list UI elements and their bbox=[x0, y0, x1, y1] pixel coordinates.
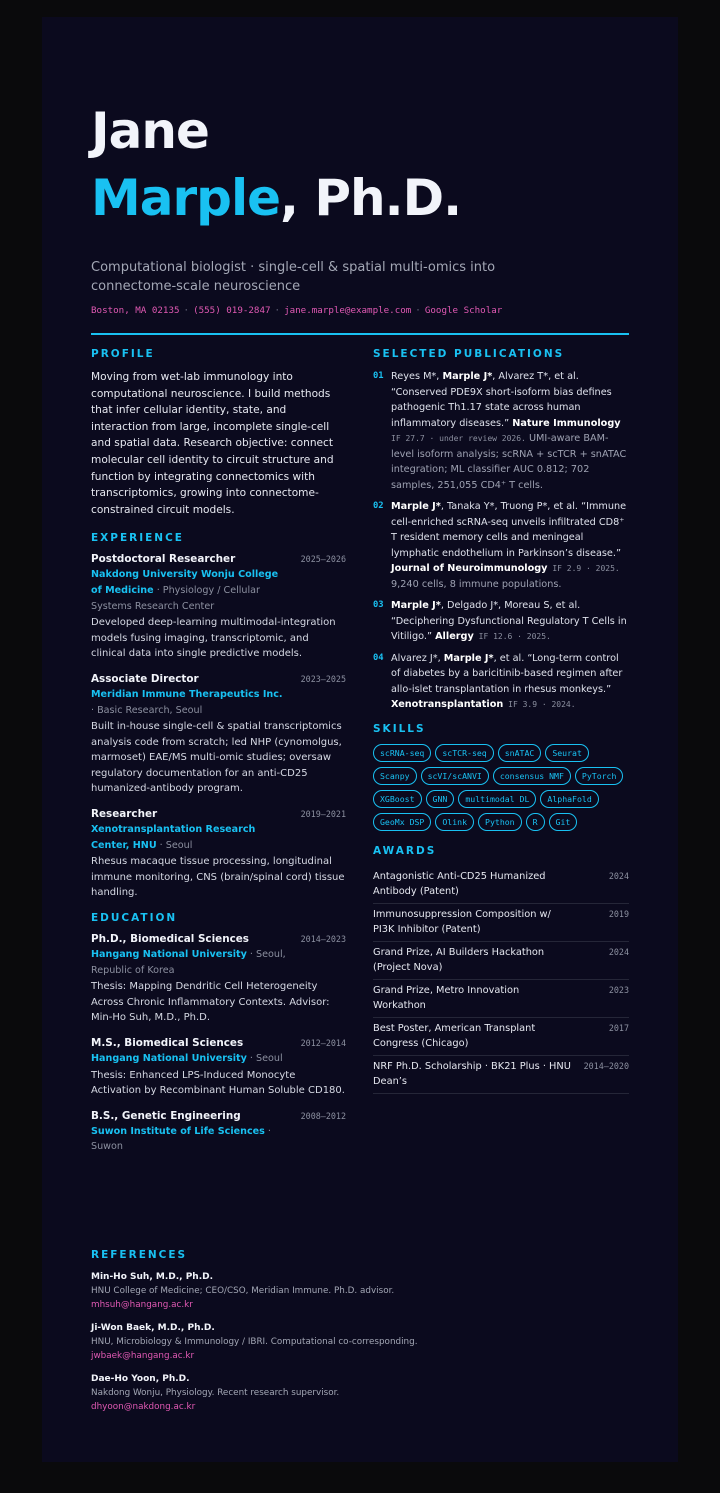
publication-citation: , Alvarez T*, et al. “Conserved PDE9X short-isoform bias defines pathogenic Th1.17 state across human inflammatory diseases.” bbox=[391, 371, 612, 429]
publication-note: UMI-aware BAM-level isoform analysis; scRNA + scTCR + snATAC integration; ML classifier AUC 0.812; 702 samples, 251,055 CD4⁺ T cells. bbox=[391, 433, 627, 491]
skill-chip: Python bbox=[478, 813, 522, 831]
award-year: 2024 bbox=[608, 946, 629, 957]
skill-chip: scRNA-seq bbox=[373, 744, 431, 762]
name-suffix: , Ph.D. bbox=[280, 169, 462, 227]
contact-address: Boston, MA 02135 bbox=[91, 305, 180, 316]
right-column bbox=[373, 348, 629, 1094]
skills-list bbox=[373, 744, 629, 831]
reference-item bbox=[91, 1321, 629, 1363]
award-year: 2019 bbox=[608, 908, 629, 919]
reference-email[interactable]: mhsuh@hangang.ac.kr bbox=[91, 1300, 193, 1310]
education-location: · Seoul bbox=[246, 1053, 283, 1064]
skill-chip: scTCR-seq bbox=[435, 744, 493, 762]
skill-chip: GeoMx DSP bbox=[373, 813, 431, 831]
experience-location: · Basic Research, Seoul bbox=[91, 704, 203, 716]
reference-email[interactable]: jwbaek@hangang.ac.kr bbox=[91, 1351, 195, 1361]
left-column bbox=[91, 348, 346, 1166]
reference-item bbox=[91, 1372, 629, 1414]
skill-chip: Scanpy bbox=[373, 767, 417, 785]
experience-entry bbox=[91, 808, 346, 901]
contact-line: Boston, MA 02135 · (555) 019-2847 · jane.marple@example.com · Google Scholar bbox=[91, 305, 503, 316]
publication-meta: IF 2.9 · 2025. bbox=[547, 564, 620, 573]
experience-org-line bbox=[91, 687, 286, 718]
award-year: 2023 bbox=[608, 984, 629, 995]
award-item bbox=[373, 942, 629, 980]
skill-chip: Git bbox=[549, 813, 578, 831]
skills-heading: SKILLS bbox=[373, 722, 426, 735]
reference-affiliation: Nakdong Wonju, Physiology. Recent research supervisor. bbox=[91, 1388, 340, 1398]
publication-citation: , et al. “Long-term control of diabetes by a baricitinib-based regimen after allo-islet transplantation in rhesus monkeys.” bbox=[391, 652, 623, 695]
skill-chip: PyTorch bbox=[575, 767, 624, 785]
award-item bbox=[373, 904, 629, 942]
publication-meta: IF 12.6 · 2025. bbox=[473, 632, 551, 641]
publication-note: 9,240 cells, 8 immune populations. bbox=[391, 578, 562, 590]
publication-body bbox=[391, 598, 629, 645]
publications-heading: SELECTED PUBLICATIONS bbox=[373, 348, 565, 360]
contact-phone: (555) 019-2847 bbox=[193, 305, 271, 316]
education-entry-header bbox=[91, 1110, 346, 1122]
education-description: Thesis: Enhanced LPS-Induced Monocyte Activation by Recombinant Human Soluble CD180. bbox=[91, 1069, 345, 1097]
education-list bbox=[91, 933, 346, 1155]
education-location: · Seoul, Republic of Korea bbox=[91, 949, 286, 976]
first-name: Jane bbox=[91, 102, 209, 160]
publication-body bbox=[391, 651, 629, 713]
publication-body bbox=[391, 499, 629, 592]
publication-number: 04 bbox=[373, 652, 384, 663]
experience-dates: 2025–2026 bbox=[300, 554, 346, 565]
education-title: M.S., Biomedical Sciences bbox=[91, 1037, 244, 1049]
education-org: Hangang National University bbox=[91, 1053, 247, 1064]
skill-chip: consensus NMF bbox=[493, 767, 571, 785]
publication-author-self: Marple J* bbox=[443, 652, 494, 664]
reference-item bbox=[91, 1270, 629, 1312]
award-year: 2024 bbox=[608, 870, 629, 881]
contact-scholar-link[interactable]: Google Scholar bbox=[424, 305, 503, 316]
reference-name: Dae-Ho Yoon, Ph.D. bbox=[91, 1374, 190, 1384]
education-entry bbox=[91, 933, 346, 1026]
skill-chip: Seurat bbox=[545, 744, 589, 762]
experience-dates: 2019–2021 bbox=[300, 809, 346, 820]
experience-entry-header bbox=[91, 673, 346, 685]
resume-page bbox=[42, 17, 678, 1462]
contact-email[interactable]: jane.marple@example.com bbox=[284, 305, 412, 316]
education-org-line bbox=[91, 1051, 286, 1067]
publication-item bbox=[373, 369, 629, 493]
award-item bbox=[373, 1056, 629, 1094]
award-year: 2017 bbox=[608, 1022, 629, 1033]
experience-entry bbox=[91, 673, 346, 797]
publication-author-self: Marple J* bbox=[391, 600, 441, 611]
reference-name: Ji-Won Baek, M.D., Ph.D. bbox=[91, 1323, 215, 1333]
publication-body bbox=[391, 369, 629, 493]
publication-item bbox=[373, 651, 629, 713]
publication-authors-pre: Reyes M*, bbox=[391, 371, 443, 382]
education-dates: 2014–2023 bbox=[300, 934, 346, 945]
experience-org-line bbox=[91, 567, 286, 614]
skill-chip: AlphaFold bbox=[540, 790, 598, 808]
profile-heading: PROFILE bbox=[91, 348, 155, 360]
header-divider bbox=[91, 333, 629, 335]
education-entry bbox=[91, 1110, 346, 1155]
references-list bbox=[91, 1270, 629, 1414]
award-item bbox=[373, 980, 629, 1018]
skill-chip: multimodal DL bbox=[458, 790, 536, 808]
education-org: Suwon Institute of Life Sciences bbox=[91, 1125, 265, 1137]
education-title: Ph.D., Biomedical Sciences bbox=[91, 933, 249, 946]
skill-chip: XGBoost bbox=[373, 790, 422, 808]
publication-citation: , Tanaka Y*, Truong P*, et al. “Immune cell-enriched scRNA-seq unveils infiltrated CD8⁺ T resident memory cells and meningeal lymphatic endothelium in Parkinson’s disease.” bbox=[391, 501, 627, 559]
references-section bbox=[91, 1249, 629, 1423]
experience-title: Researcher bbox=[91, 808, 158, 821]
publication-journal: Nature Immunology bbox=[512, 417, 621, 429]
award-title: Grand Prize, Metro Innovation Workathon bbox=[373, 984, 520, 1011]
awards-heading: AWARDS bbox=[373, 844, 437, 857]
reference-affiliation: HNU College of Medicine; CEO/CSO, Meridian Immune. Ph.D. advisor. bbox=[91, 1286, 395, 1296]
experience-org: Nakdong University Wonju College of Medicine bbox=[91, 569, 279, 596]
award-title: Grand Prize, AI Builders Hackathon (Project Nova) bbox=[373, 946, 545, 973]
publications-list bbox=[373, 369, 629, 713]
award-title: Immunosuppression Composition w/ PI3K Inhibitor (Patent) bbox=[373, 908, 551, 935]
education-entry-header bbox=[91, 1037, 346, 1049]
publication-number: 03 bbox=[373, 600, 384, 610]
education-description: Thesis: Mapping Dendritic Cell Heterogeneity Across Chronic Inflammatory Contexts. Advisor: Min-Ho Suh, M.D., Ph.D. bbox=[91, 981, 330, 1024]
education-org: Hangang National University bbox=[91, 949, 247, 961]
experience-entry-header bbox=[91, 808, 346, 820]
profile-text: Moving from wet-lab immunology into computational neuroscience. I build methods that infer cellular identity, state, and interaction from large, incomplete single-cell and spatial data. Research objective: connect molecular cell identity to circuit structure and function by integrating connectomics with transcriptomics, growing into connectome-constrained circuit models. bbox=[91, 371, 334, 516]
publication-number: 02 bbox=[373, 501, 384, 511]
experience-location: · Physiology / Cellular Systems Research Center bbox=[91, 584, 261, 612]
experience-dates: 2023–2025 bbox=[300, 673, 346, 684]
education-entry bbox=[91, 1037, 346, 1099]
experience-org: Xenotransplantation Research Center, HNU bbox=[91, 824, 256, 851]
skill-chip: GNN bbox=[426, 790, 455, 808]
education-org-line bbox=[91, 1124, 286, 1155]
publication-authors-pre: Alvarez J*, bbox=[391, 652, 444, 664]
publication-author-self: Marple J* bbox=[442, 371, 493, 382]
publication-number: 01 bbox=[373, 371, 384, 381]
publication-item bbox=[373, 499, 629, 592]
tagline: Computational biologist · single-cell & spatial multi-omics into connectome-scale neuroscience bbox=[91, 260, 496, 294]
award-title: NRF Ph.D. Scholarship · BK21 Plus · HNU Dean’s bbox=[373, 1060, 571, 1087]
references-heading: REFERENCES bbox=[91, 1249, 188, 1261]
publication-journal: Xenotransplantation bbox=[391, 699, 504, 710]
education-title: B.S., Genetic Engineering bbox=[91, 1109, 241, 1122]
education-location: · Suwon bbox=[91, 1125, 271, 1153]
education-dates: 2008–2012 bbox=[300, 1110, 346, 1121]
publication-journal: Journal of Neuroimmunology bbox=[391, 563, 548, 574]
awards-list bbox=[373, 866, 629, 1094]
award-title: Antagonistic Anti-CD25 Humanized Antibody (Patent) bbox=[373, 870, 546, 897]
experience-heading: EXPERIENCE bbox=[91, 532, 184, 545]
skill-chip: snATAC bbox=[498, 744, 542, 762]
last-name-line bbox=[91, 169, 461, 227]
publication-item bbox=[373, 598, 629, 645]
award-title: Best Poster, American Transplant Congress (Chicago) bbox=[373, 1022, 536, 1049]
experience-entry bbox=[91, 553, 346, 662]
experience-description: Developed deep-learning multimodal-integration models fusing imaging, transcriptomic, and clinical data into single predictive models. bbox=[91, 617, 336, 660]
publication-journal: Allergy bbox=[435, 631, 474, 642]
publication-meta: IF 27.7 · under review 2026. bbox=[391, 434, 526, 443]
experience-title: Associate Director bbox=[91, 672, 199, 685]
award-item bbox=[373, 1018, 629, 1056]
experience-list bbox=[91, 553, 346, 901]
skill-chip: R bbox=[526, 813, 545, 831]
experience-location: · Seoul bbox=[156, 839, 193, 851]
reference-affiliation: HNU, Microbiology & Immunology / IBRI. Computational co-corresponding. bbox=[91, 1337, 418, 1347]
education-entry-header bbox=[91, 933, 346, 945]
education-heading: EDUCATION bbox=[91, 912, 178, 925]
reference-name: Min-Ho Suh, M.D., Ph.D. bbox=[91, 1272, 214, 1282]
experience-description: Rhesus macaque tissue processing, longitudinal immune monitoring, CNS (brain/spinal cord) tissue handling. bbox=[91, 856, 345, 899]
education-org-line bbox=[91, 947, 286, 978]
publication-meta: IF 3.9 · 2024. bbox=[503, 700, 576, 709]
award-item bbox=[373, 866, 629, 904]
publication-citation: , Delgado J*, Moreau S, et al. “Deciphering Dysfunctional Regulatory T Cells in Vitiligo.” bbox=[391, 600, 627, 642]
reference-email[interactable]: dhyoon@nakdong.ac.kr bbox=[91, 1402, 196, 1412]
experience-description: Built in-house single-cell & spatial transcriptomics analysis code from scratch; led NHP (cynomolgus, marmoset) EAE/MS multi-omic studies; oversaw regulatory documentation for an anti-CD25 humanized-antibody program. bbox=[91, 721, 342, 795]
experience-title: Postdoctoral Researcher bbox=[91, 553, 236, 566]
experience-org: Meridian Immune Therapeutics Inc. bbox=[91, 688, 283, 700]
experience-org-line bbox=[91, 822, 286, 853]
skill-chip: scVI/scANVI bbox=[421, 767, 489, 785]
publication-author-self: Marple J* bbox=[391, 501, 441, 512]
award-year: 2014–2020 bbox=[583, 1060, 629, 1071]
experience-entry-header bbox=[91, 553, 346, 565]
skill-chip: Olink bbox=[435, 813, 474, 831]
education-dates: 2012–2014 bbox=[300, 1038, 346, 1048]
last-name: Marple bbox=[91, 169, 280, 227]
